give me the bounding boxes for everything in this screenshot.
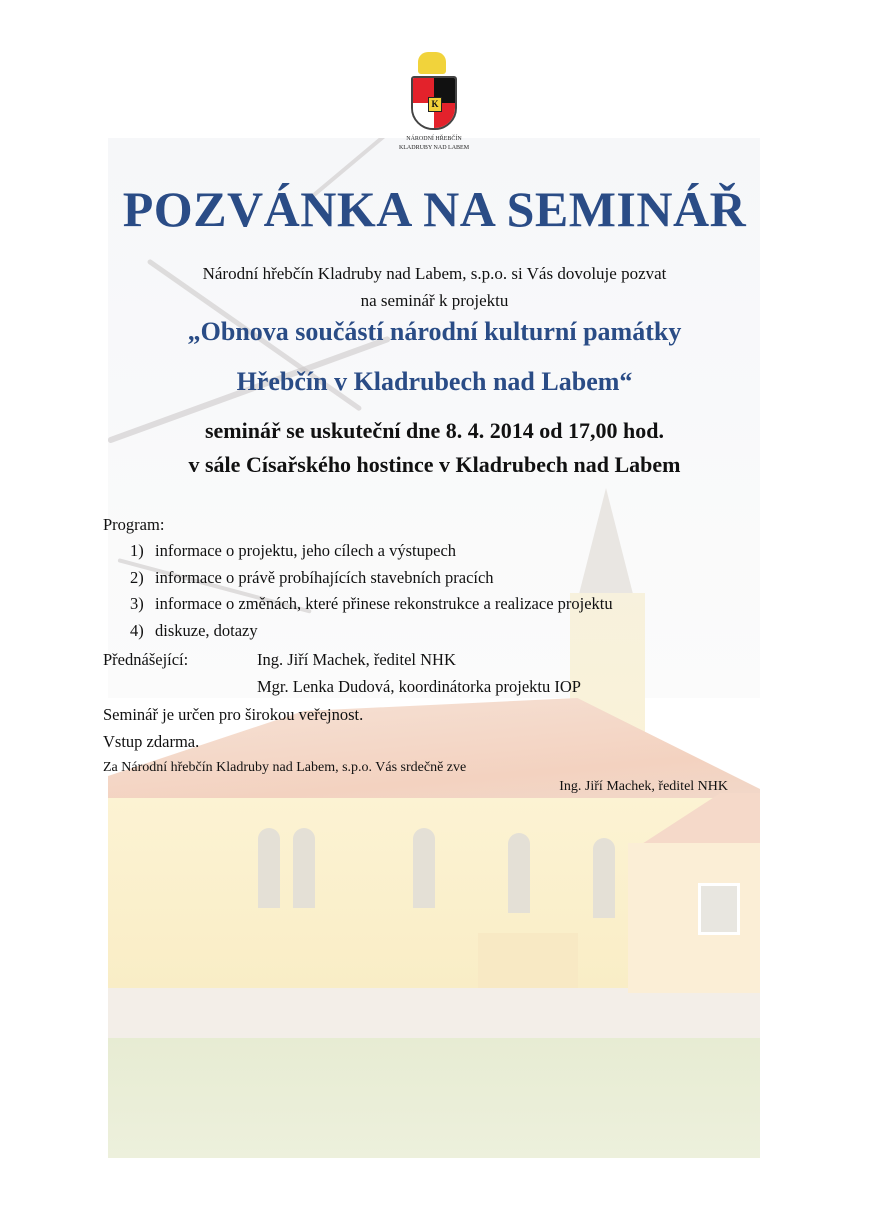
speakers-label: Přednášející: <box>103 650 189 669</box>
church-window <box>258 828 280 908</box>
program-list <box>130 538 613 644</box>
side-house <box>628 843 760 993</box>
program-item: 3) informace o změnách, které přinese rekonstrukce a realizace projektu <box>130 594 613 613</box>
program-item: 4) diskuze, dotazy <box>130 620 258 640</box>
page-title: POZVÁNKA NA SEMINÁŘ <box>122 181 747 237</box>
program-label: Program: <box>103 515 165 534</box>
event-date: seminář se uskuteční dne 8. 4. 2014 od 17,00 hod. <box>204 418 664 443</box>
intro-line-2: na seminář k projektu <box>360 291 509 310</box>
church-window <box>293 828 315 908</box>
speaker: Ing. Jiří Machek, ředitel NHK <box>257 650 456 669</box>
invitation-line: Za Národní hřebčín Kladruby nad Labem, s.p.o. Vás srdečně zve <box>103 760 467 775</box>
speakers <box>103 646 581 700</box>
signature: Ing. Jiří Machek, ředitel NHK <box>559 779 728 794</box>
coat-of-arms-icon <box>411 76 457 130</box>
church-window <box>593 838 615 918</box>
church-window <box>508 833 530 913</box>
crown-icon <box>418 52 446 74</box>
audience-note: Seminář je určen pro širokou veřejnost. <box>103 705 364 724</box>
entry-note: Vstup zdarma. <box>103 732 200 751</box>
k-badge: K <box>428 97 442 112</box>
church-window <box>413 828 435 908</box>
program-item: 2) informace o právě probíhajících stavebních pracích <box>130 567 494 587</box>
project-title-line-1: „Obnova součástí národní kulturní památky <box>187 317 682 346</box>
logo <box>398 52 477 158</box>
project-title-line-2: Hřebčín v Kladrubech nad Labem“ <box>236 367 633 396</box>
intro-line-1: Národní hřebčín Kladruby nad Labem, s.p.o. si Vás dovoluje pozvat <box>202 264 667 283</box>
lawn <box>108 1038 760 1158</box>
house-window <box>698 883 740 935</box>
speaker: Mgr. Lenka Dudová, koordinátorka projektu IOP <box>257 677 581 696</box>
program-item: 1) informace o projektu, jeho cílech a výstupech <box>130 541 457 560</box>
logo-caption: NÁRODNÍ HŘEBČÍN KLADRUBY NAD LABEM <box>398 136 470 151</box>
gate <box>478 933 578 993</box>
event-venue: v sále Císařského hostince v Kladrubech nad Labem <box>188 452 681 477</box>
intro-text <box>0 260 869 314</box>
